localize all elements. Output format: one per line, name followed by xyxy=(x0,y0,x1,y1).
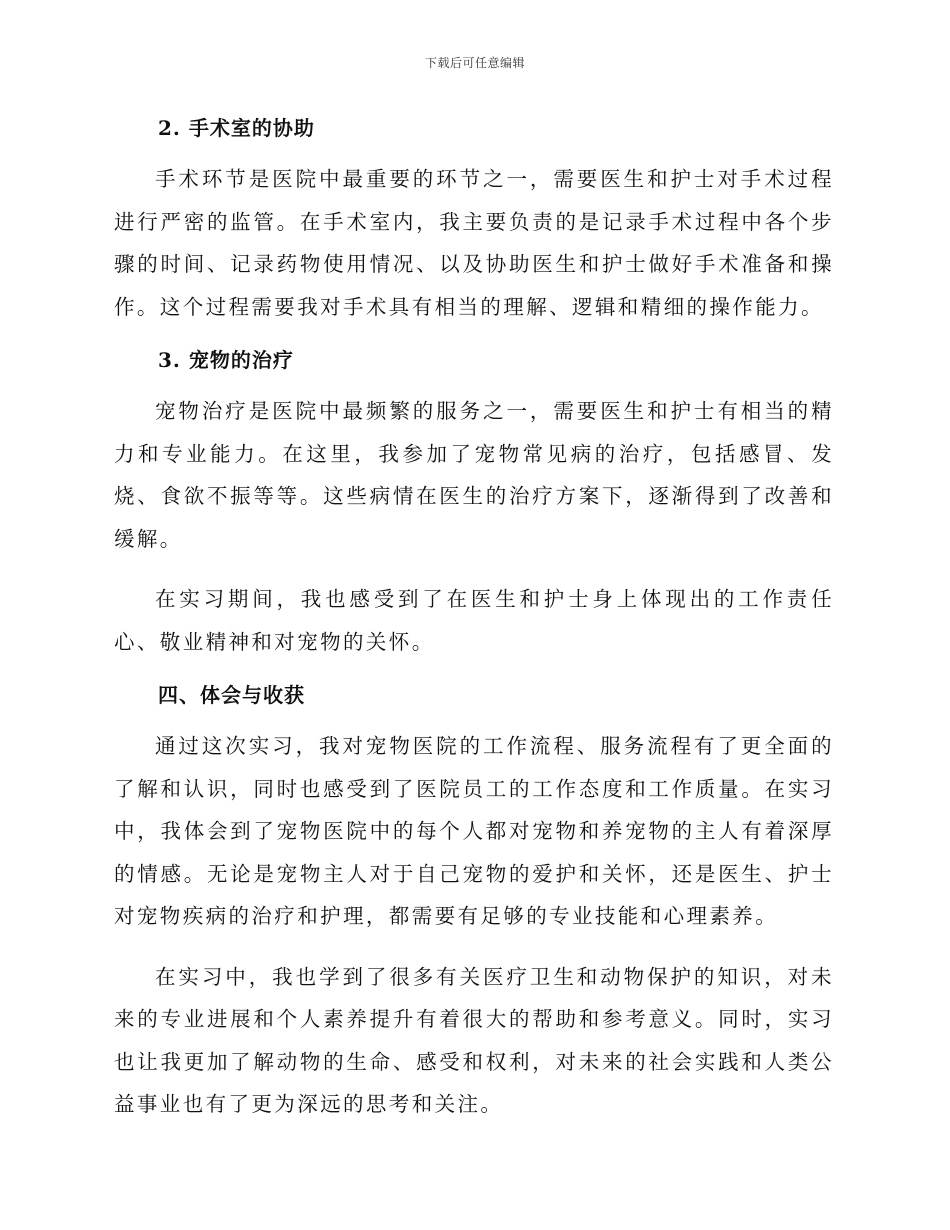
header-note: 下载后可任意编辑 xyxy=(424,56,525,70)
paragraph-internship: 在实习期间，我也感受到了在医生和护士身上体现出的工作责任心、敬业精神和对宠物的关怀。 xyxy=(114,587,834,654)
paragraph-gains-1: 通过这次实习，我对宠物医院的工作流程、服务流程有了更全面的了解和认识，同时也感受到了医院员工的工作态度和工作质量。在实习中，我体会到了宠物医院中的每个人都对宠物和养宠物的主人有着深厚的情感。无论是宠物主人对于自己宠物的爱护和关怀，还是医生、护士对宠物疾病的治疗和护理，都需要有足够的专业技能和心理素养。 xyxy=(114,734,834,928)
section-heading-surgery: 2. 手术室的协助 xyxy=(158,116,315,140)
section-heading-treatment: 3. 宠物的治疗 xyxy=(158,348,294,372)
paragraph-treatment: 宠物治疗是医院中最频繁的服务之一，需要医生和护士有相当的精力和专业能力。在这里，我参加了宠物常见病的治疗，包括感冒、发烧、食欲不振等等。这些病情在医生的治疗方案下，逐渐得到了改善和缓解。 xyxy=(114,399,834,551)
paragraph-surgery: 手术环节是医院中最重要的环节之一，需要医生和护士对手术过程进行严密的监管。在手术室内，我主要负责的是记录手术过程中各个步骤的时间、记录药物使用情况、以及协助医生和护士做好手术准备和操作。这个过程需要我对手术具有相当的理解、逻辑和精细的操作能力。 xyxy=(114,167,834,319)
section-heading-gains: 四、体会与收获 xyxy=(158,683,305,707)
paragraph-gains-2: 在实习中，我也学到了很多有关医疗卫生和动物保护的知识，对未来的专业进展和个人素养提升有着很大的帮助和参考意义。同时，实习也让我更加了解动物的生命、感受和权利，对未来的社会实践和人类公益事业也有了更为深远的思考和关注。 xyxy=(114,964,834,1116)
document-body xyxy=(114,110,834,1126)
